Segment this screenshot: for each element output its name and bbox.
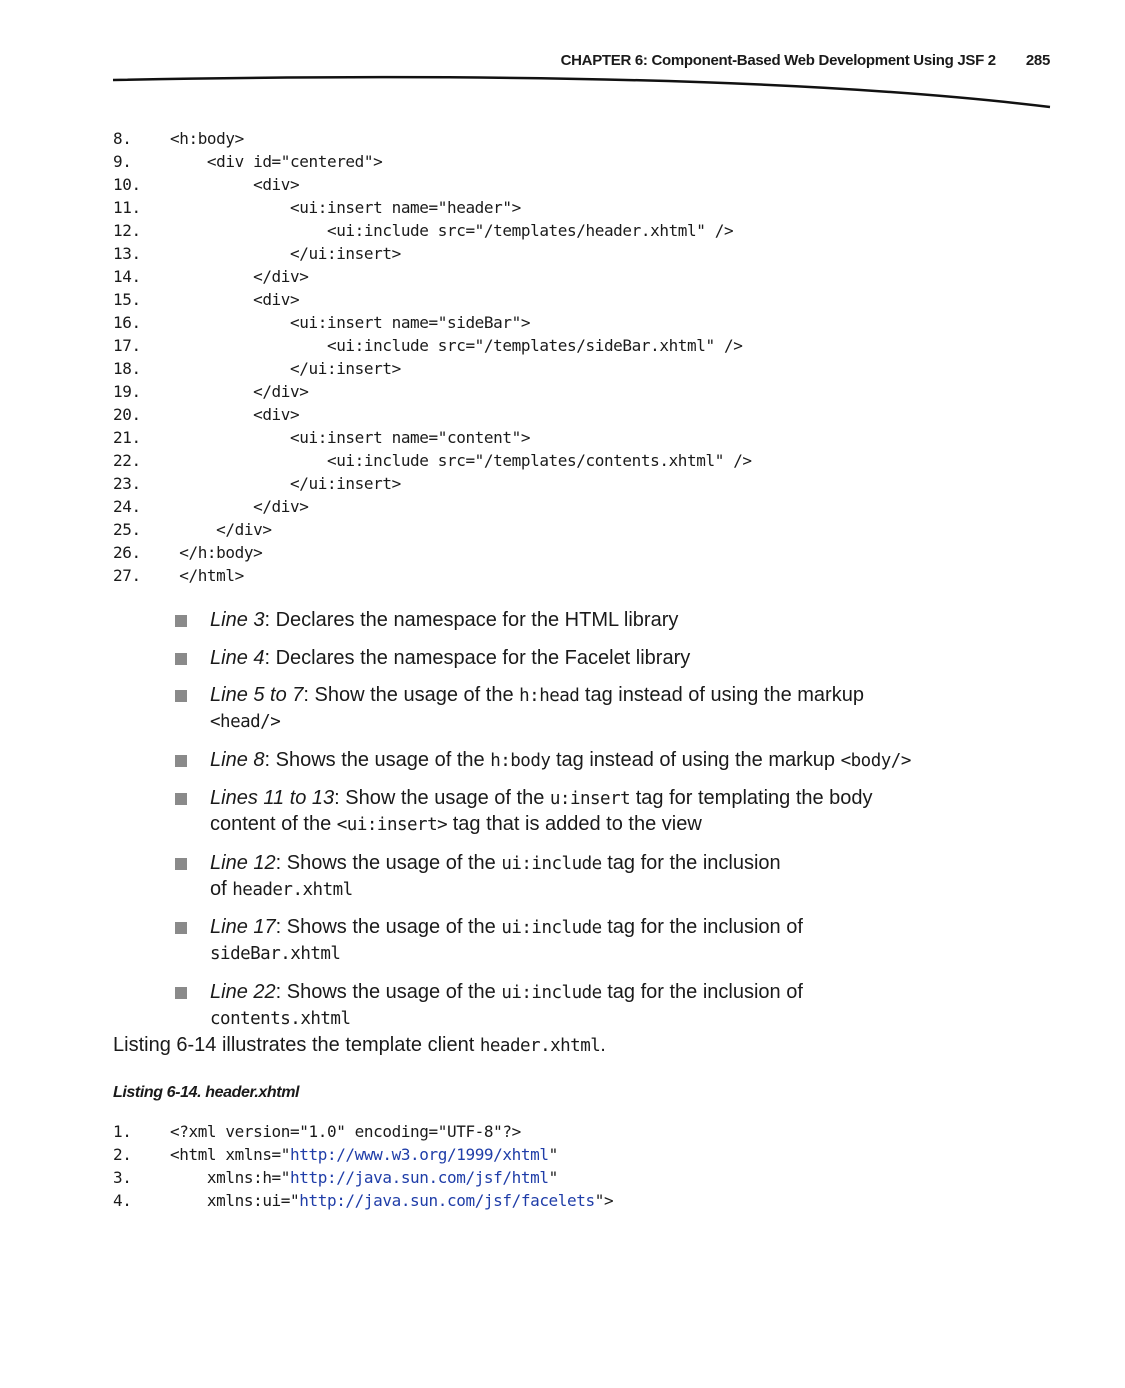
code-text: </ui:insert> [170,244,401,263]
code-fragment: <html xmlns=" [170,1145,291,1164]
bullet-line-ref: Line 22 [210,980,276,1003]
code-text: <div id="centered"> [170,152,383,171]
bullet-text: : Declares the namespace for the HTML library [264,609,679,631]
code-text: </html> [170,566,244,585]
bullet-item [175,786,975,838]
line-number: 19. [113,382,141,401]
code-line [113,334,752,357]
code-fragment: " [548,1168,558,1187]
code-line [113,380,752,403]
line-number: 26. [113,543,141,562]
code-text: </h:body> [170,543,263,562]
bullet-code: sideBar.xhtml [210,944,341,964]
line-number: 20. [113,405,141,424]
code-text [170,1122,521,1141]
code-line [113,311,752,334]
namespace-url: http://java.sun.com/jsf/html [290,1168,549,1187]
line-number: 12. [113,221,141,240]
namespace-url: http://www.w3.org/1999/xhtml [290,1145,549,1164]
paragraph-text: Listing 6-14 illustrates the template client [113,1034,480,1056]
line-number: 22. [113,451,141,470]
line-number: 9. [113,152,132,171]
bullet-code: h:head [519,686,580,706]
bullet-text: : Declares the namespace for the Facelet library [264,646,691,669]
code-line [113,564,752,587]
code-text [170,1191,613,1210]
square-bullet-icon [175,858,187,870]
bullet-code: u:insert [549,789,631,809]
bullet-text: : Shows the usage of the [275,980,502,1003]
listing-caption: Listing 6-14. header.xhtml [113,1084,300,1101]
code-line [113,426,752,449]
square-bullet-icon [175,922,187,934]
code-text: </div> [170,520,272,539]
code-fragment: "> [594,1191,614,1210]
bullet-code: <head/> [210,712,281,732]
namespace-url: http://java.sun.com/jsf/facelets [299,1191,595,1210]
bullet-item [175,608,975,633]
line-number: 10. [113,175,141,194]
code-line [113,219,752,242]
code-line [113,357,752,380]
paragraph-code: header.xhtml [479,1036,601,1056]
line-number: 11. [113,198,141,217]
bullet-code: ui:include [501,918,602,938]
code-line [113,242,752,265]
bullet-list [175,608,975,1044]
bullet-text: tag for the inclusion of [601,980,803,1003]
code-line [113,403,752,426]
code-line [113,173,752,196]
bullet-code: contents.xhtml [210,1008,351,1029]
square-bullet-icon [175,653,187,665]
bullet-text: : Shows the usage of the [275,851,502,874]
bullet-text: : Shows the usage of the [264,748,491,771]
code-line [113,150,752,173]
code-line [113,449,752,472]
bullet-code: header.xhtml [232,879,353,900]
code-text: <ui:include src="/templates/header.xhtml" /> [170,221,734,240]
line-number: 14. [113,267,141,286]
bullet-code: <body/> [840,750,911,771]
code-line [113,518,752,541]
code-line [113,127,752,150]
code-text [170,1145,558,1164]
line-number: 24. [113,497,141,516]
code-line [113,1143,613,1166]
line-number: 21. [113,428,141,447]
code-text: </div> [170,382,309,401]
bullet-text: : Show the usage of the [334,787,550,809]
bullet-text: of [210,877,233,900]
code-line [113,541,752,564]
chapter-title: CHAPTER 6: Component-Based Web Development Using JSF 2 [560,52,996,69]
running-header [113,52,1050,69]
code-line [113,472,752,495]
code-line [113,1120,613,1143]
line-number: 4. [113,1191,132,1210]
bullet-text: : Show the usage of the [303,684,520,706]
bullet-line-ref: Lines 11 to 13 [210,787,335,809]
bullet-text: tag instead of using the markup [550,748,841,771]
bullet-line-ref: Line 3 [210,609,265,631]
square-bullet-icon [175,690,187,702]
code-text: <ui:include src="/templates/contents.xhtml" /> [170,451,752,470]
bullet-text: tag for templating the body [630,787,873,809]
line-number: 25. [113,520,141,539]
line-number: 13. [113,244,141,263]
listing-intro-paragraph [113,1033,606,1059]
bullet-code: ui:include [501,982,602,1003]
header-rule [110,70,1055,110]
bullet-item [175,683,975,735]
square-bullet-icon [175,793,187,805]
line-number: 2. [113,1145,132,1164]
line-number: 18. [113,359,141,378]
line-number: 1. [113,1122,132,1141]
page-number: 285 [1025,52,1050,69]
bullet-text: tag for the inclusion [601,851,781,874]
bullet-text: tag instead of using the markup [579,684,864,706]
bullet-item [175,646,975,671]
code-listing-header [113,1120,613,1212]
square-bullet-icon [175,987,187,999]
code-fragment: " [548,1145,558,1164]
bullet-line-ref: Line 12 [210,851,276,874]
code-text: <div> [170,290,300,309]
code-text: <ui:insert name="content"> [170,428,531,447]
bullet-text: tag for the inclusion of [601,916,803,938]
line-number: 16. [113,313,141,332]
code-line [113,288,752,311]
code-text: <ui:include src="/templates/sideBar.xhtml" /> [170,336,743,355]
code-fragment: xmlns:ui=" [170,1191,300,1210]
code-line [113,265,752,288]
square-bullet-icon [175,755,187,767]
line-number: 17. [113,336,141,355]
code-text [170,1168,558,1187]
bullet-line-ref: Line 5 to 7 [210,684,304,706]
bullet-item [175,851,975,903]
code-fragment: <?xml version="1.0" encoding="UTF-8"?> [170,1122,521,1141]
bullet-item [175,915,975,967]
code-text: <ui:insert name="sideBar"> [170,313,531,332]
square-bullet-icon [175,615,187,627]
code-line [113,1189,613,1212]
line-number: 8. [113,129,132,148]
bullet-code: <ui:insert> [336,815,448,835]
bullet-item [175,980,975,1032]
code-line [113,196,752,219]
code-text: <h:body> [170,129,244,148]
code-text: <ui:insert name="header"> [170,198,521,217]
bullet-text: content of the [210,813,337,835]
code-text: <div> [170,175,300,194]
bullet-line-ref: Line 17 [210,916,276,938]
bullet-code: ui:include [501,853,602,874]
code-text: </div> [170,267,309,286]
bullet-line-ref: Line 4 [210,646,265,669]
bullet-item [175,748,975,774]
code-text: </ui:insert> [170,474,401,493]
line-number: 23. [113,474,141,493]
code-text: </ui:insert> [170,359,401,378]
code-text: </div> [170,497,309,516]
code-line [113,1166,613,1189]
bullet-line-ref: Line 8 [210,748,265,771]
bullet-text: tag that is added to the view [447,813,702,835]
line-number: 3. [113,1168,132,1187]
line-number: 27. [113,566,141,585]
bullet-code: h:body [490,750,551,771]
bullet-text: : Shows the usage of the [275,916,502,938]
code-line [113,495,752,518]
paragraph-end: . [600,1034,606,1056]
line-number: 15. [113,290,141,309]
code-text: <div> [170,405,300,424]
code-listing-body [113,127,752,587]
code-fragment: xmlns:h=" [170,1168,291,1187]
